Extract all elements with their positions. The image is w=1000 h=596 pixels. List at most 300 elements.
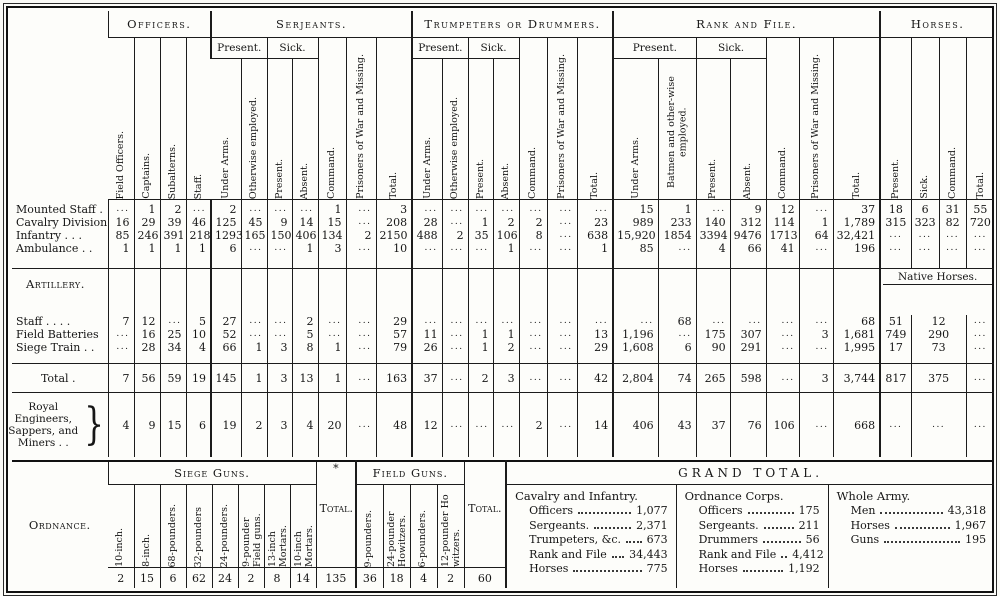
- grand-total-item-name: Horses: [698, 562, 738, 575]
- table-cell: 3: [799, 328, 833, 341]
- table-cell: 52: [211, 328, 241, 341]
- column-header-label: 32-pounders: [192, 506, 204, 567]
- empty-cell: [292, 269, 318, 316]
- table-cell: 175: [696, 328, 730, 341]
- gun-count-cell: 62: [186, 568, 212, 589]
- table-cell: 150: [267, 229, 292, 242]
- table-cell: ...: [799, 242, 833, 269]
- table-cell: ...: [547, 341, 577, 364]
- table-cell: ...: [911, 393, 966, 458]
- table-cell: ...: [442, 364, 468, 393]
- grand-total-item-value: 34,443: [629, 547, 668, 561]
- subgroup-sick: Sick.: [267, 38, 318, 59]
- row-label: Total .: [12, 364, 108, 393]
- grand-total-item: [685, 519, 820, 534]
- table-cell: 375: [911, 364, 966, 393]
- table-cell: ...: [318, 328, 346, 341]
- empty-cell: [267, 269, 292, 316]
- table-cell: 12: [911, 315, 966, 328]
- grand-total-item: [515, 548, 668, 563]
- column-header: Batmen and other-wise employed.: [658, 59, 696, 200]
- table-cell: ...: [799, 200, 833, 217]
- table-cell: 1: [134, 200, 160, 217]
- table-cell: 1: [108, 242, 134, 269]
- table-cell: 2: [211, 200, 241, 217]
- table-cell: 668: [833, 393, 880, 458]
- siege-total-value: 135: [316, 568, 356, 589]
- table-cell: 2: [493, 341, 519, 364]
- table-cell: ...: [346, 216, 376, 229]
- table-cell: 16: [108, 216, 134, 229]
- column-header: [356, 485, 383, 568]
- table-cell: ...: [346, 200, 376, 217]
- table-cell: 1,995: [833, 341, 880, 364]
- table-cell: ...: [547, 393, 577, 458]
- grand-total-item-value: 673: [646, 533, 668, 546]
- table-cell: 73: [911, 341, 966, 364]
- table-cell: 488: [412, 229, 442, 242]
- table-cell: 3: [267, 364, 292, 393]
- table-cell: 989: [613, 216, 658, 229]
- empty-cell: [318, 269, 346, 316]
- table-cell: 7: [108, 315, 134, 328]
- table-cell: 749: [880, 328, 911, 341]
- column-header: Otherwise employed.: [241, 59, 267, 200]
- table-cell: 2: [519, 393, 547, 458]
- table-cell: 106: [493, 229, 519, 242]
- table-cell: 2: [493, 216, 519, 229]
- table-cell: 140: [696, 216, 730, 229]
- table-cell: ...: [547, 216, 577, 229]
- grand-total-group-title: Ordnance Corps.: [684, 489, 784, 503]
- table-cell: 218: [186, 229, 211, 242]
- row-label: [8, 393, 108, 458]
- subgroup-present: Present.: [211, 38, 267, 59]
- dot-leader: [573, 570, 641, 572]
- table-cell: ...: [966, 364, 994, 393]
- brace-glyph: }: [84, 399, 105, 450]
- table-cell: ...: [412, 200, 442, 217]
- table-cell: ...: [939, 229, 966, 242]
- table-cell: ...: [292, 200, 318, 217]
- table-cell: 1: [493, 242, 519, 269]
- table-cell: 90: [696, 341, 730, 364]
- table-cell: 6: [658, 341, 696, 364]
- column-header-label: 10-inch.: [114, 528, 126, 567]
- column-header: Under Arms.: [613, 59, 658, 200]
- table-cell: 307: [730, 328, 766, 341]
- column-header: Command.: [939, 38, 966, 200]
- grand-total-column: [506, 485, 676, 589]
- table-cell: ...: [346, 364, 376, 393]
- table-cell: 35: [468, 229, 493, 242]
- table-cell: ...: [346, 242, 376, 269]
- table-cell: 265: [696, 364, 730, 393]
- subgroup-sick: Sick.: [468, 38, 519, 59]
- column-header: Absent.: [730, 59, 766, 200]
- grand-total-item-value: 211: [798, 518, 820, 532]
- table-cell: 1: [292, 242, 318, 269]
- table-cell: ...: [442, 216, 468, 229]
- total-label: Total.: [468, 502, 502, 515]
- grand-total-item: [515, 562, 668, 577]
- table-cell: 12: [134, 315, 160, 328]
- field-total-value: 60: [464, 568, 506, 589]
- gun-count-cell: 15: [134, 568, 160, 589]
- table-cell: 68: [658, 315, 696, 328]
- table-cell: ...: [108, 200, 134, 217]
- column-header-label: 13-inch Mortars.: [266, 525, 289, 567]
- column-header: [437, 485, 464, 568]
- empty-cell: [468, 269, 493, 316]
- row-label: Field Batteries: [16, 328, 99, 341]
- dot-leader: [763, 541, 801, 543]
- table-cell: 1,681: [833, 328, 880, 341]
- table-cell: 1,789: [833, 216, 880, 229]
- grand-total-item-name: Rank and File: [529, 547, 607, 561]
- table-cell: 34: [160, 341, 186, 364]
- table-cell: 15,920: [613, 229, 658, 242]
- column-header-label: 24-pounder Howitzers.: [385, 511, 408, 567]
- table-cell: ...: [766, 328, 799, 341]
- table-cell: 37: [833, 200, 880, 217]
- group-serjeants: Serjeants.: [211, 11, 412, 38]
- empty-cell: [241, 269, 267, 316]
- table-cell: ...: [966, 328, 994, 341]
- table-cell: 20: [318, 393, 346, 458]
- table-cell: 41: [766, 242, 799, 269]
- grand-total-item-name: Horses: [529, 562, 569, 575]
- table-cell: 4: [696, 242, 730, 269]
- column-header: Total.: [966, 38, 994, 200]
- empty-cell: [346, 269, 376, 316]
- column-header: [160, 485, 186, 568]
- table-cell: ...: [160, 315, 186, 328]
- table-cell: ...: [442, 242, 468, 269]
- table-cell: 39: [160, 216, 186, 229]
- table-cell: 2: [292, 315, 318, 328]
- table-cell: 1: [134, 242, 160, 269]
- group-trumpeters: Trumpeters or Drummers.: [412, 11, 613, 38]
- table-cell: 134: [318, 229, 346, 242]
- ordnance-header-row: [12, 461, 994, 485]
- table-cell: 3: [318, 242, 346, 269]
- column-header-label: 8-inch.: [140, 534, 152, 567]
- table-cell: ...: [493, 315, 519, 328]
- table-cell: ...: [186, 200, 211, 217]
- grand-total-item: [685, 562, 820, 577]
- table-cell: ...: [799, 341, 833, 364]
- grand-total-item-name: Rank and File: [698, 547, 777, 561]
- grand-total-item-value: 43,318: [947, 504, 987, 517]
- table-cell: 165: [241, 229, 267, 242]
- grand-total-item-value: 1,967: [954, 518, 987, 532]
- table-cell: ...: [966, 242, 994, 269]
- native-horses-label: Native Horses.: [883, 271, 992, 285]
- grand-total-group-title: Cavalry and Infantry.: [515, 489, 638, 503]
- table-cell: 145: [211, 364, 241, 393]
- table-cell: ...: [468, 315, 493, 328]
- dot-leader: [594, 527, 631, 529]
- table-row: [12, 229, 994, 242]
- grand-total-item-name: Men: [850, 504, 876, 517]
- column-header: [108, 485, 134, 568]
- table-cell: 26: [412, 341, 442, 364]
- table-cell: 9: [730, 200, 766, 217]
- row-label-line: Engineers,: [14, 413, 72, 425]
- empty-cell: [577, 269, 613, 316]
- table-cell: 233: [658, 216, 696, 229]
- gun-count-cell: 2: [108, 568, 134, 589]
- grand-total-item-value: 775: [646, 562, 668, 575]
- table-cell: ...: [730, 315, 766, 328]
- empty-cell: [658, 269, 696, 316]
- grand-total-column: [828, 485, 994, 589]
- table-cell: 23: [577, 216, 613, 229]
- table-cell: 74: [658, 364, 696, 393]
- table-cell: ...: [442, 393, 468, 458]
- table-cell: 163: [376, 364, 412, 393]
- table-row: [12, 393, 994, 458]
- table-cell: 37: [696, 393, 730, 458]
- table-cell: ...: [880, 229, 911, 242]
- table-cell: 59: [160, 364, 186, 393]
- table-cell: ...: [966, 229, 994, 242]
- table-cell: 1: [186, 242, 211, 269]
- table-cell: ...: [493, 393, 519, 458]
- grand-total-header: GRAND TOTAL.: [506, 461, 994, 485]
- table-cell: ...: [519, 328, 547, 341]
- table-cell: 15: [613, 200, 658, 217]
- table-cell: 76: [730, 393, 766, 458]
- row-label-line: Royal: [28, 401, 59, 413]
- table-cell: 3: [267, 393, 292, 458]
- table-cell: 6: [911, 200, 939, 217]
- column-header-label: 9-pounders.: [363, 509, 375, 567]
- table-cell: 2: [241, 393, 267, 458]
- table-cell: 406: [292, 229, 318, 242]
- table-cell: 7: [108, 364, 134, 393]
- subgroup-present: Present.: [613, 38, 696, 59]
- footnote-star: *: [333, 462, 339, 475]
- table-cell: 55: [966, 200, 994, 217]
- table-cell: 6: [186, 393, 211, 458]
- table-cell: 29: [577, 341, 613, 364]
- section-row: [12, 269, 994, 316]
- column-header-label: 24-pounders.: [218, 503, 230, 567]
- table-cell: 64: [799, 229, 833, 242]
- empty-cell: [696, 269, 730, 316]
- table-cell: 208: [376, 216, 412, 229]
- table-cell: 2: [468, 364, 493, 393]
- corner-cell: [12, 11, 108, 200]
- column-header: Sick.: [911, 38, 939, 200]
- table-cell: 2: [160, 200, 186, 217]
- table-cell: ...: [911, 242, 939, 269]
- table-cell: 323: [911, 216, 939, 229]
- ordnance-label: Ordnance.: [28, 518, 91, 532]
- grand-total-item-value: 195: [965, 533, 987, 546]
- dot-leader: [743, 570, 783, 572]
- row-label-line: Miners . .: [17, 437, 69, 449]
- ordnance-table: [12, 460, 994, 588]
- page-frame: [3, 3, 997, 596]
- table-cell: 312: [730, 216, 766, 229]
- table-cell: ...: [241, 315, 267, 328]
- table-cell: 66: [211, 341, 241, 364]
- table-cell: ...: [346, 393, 376, 458]
- table-cell: 6: [211, 242, 241, 269]
- table-cell: 1: [468, 328, 493, 341]
- table-cell: 1: [318, 341, 346, 364]
- table-cell: ...: [658, 328, 696, 341]
- table-cell: ...: [318, 315, 346, 328]
- subgroup-header-row: [12, 38, 994, 59]
- table-cell: 1: [468, 341, 493, 364]
- table-cell: 106: [766, 393, 799, 458]
- siege-guns-header: Siege Guns.: [108, 461, 316, 485]
- dot-leader: [880, 512, 942, 514]
- table-cell: ...: [547, 229, 577, 242]
- table-cell: 11: [412, 328, 442, 341]
- table-cell: ...: [966, 393, 994, 458]
- row-label: Staff . . . .: [16, 315, 71, 328]
- grand-total-item-value: 175: [798, 504, 820, 517]
- dot-leader: [781, 556, 787, 558]
- table-row: [12, 328, 994, 341]
- ordnance-body: [12, 461, 994, 588]
- column-header: Command.: [519, 38, 547, 200]
- table-cell: ...: [442, 341, 468, 364]
- table-row: [12, 216, 994, 229]
- table-cell: 720: [966, 216, 994, 229]
- empty-cell: [186, 269, 211, 316]
- table-cell: ...: [880, 242, 911, 269]
- grand-total-item-value: 2,371: [636, 518, 668, 532]
- table-cell: 19: [211, 393, 241, 458]
- table-cell: 2: [442, 229, 468, 242]
- empty-cell: [160, 269, 186, 316]
- table-cell: ...: [577, 315, 613, 328]
- table-cell: 1: [799, 216, 833, 229]
- column-header: Present.: [880, 38, 911, 200]
- table-cell: 66: [730, 242, 766, 269]
- group-header-row: [12, 11, 994, 38]
- row-label: Siege Train . .: [12, 341, 108, 364]
- table-cell: 290: [911, 328, 966, 341]
- grand-total-item: [685, 547, 824, 563]
- table-cell: 27: [211, 315, 241, 328]
- empty-cell: [134, 269, 160, 316]
- empty-cell: [519, 269, 547, 316]
- table-cell: ...: [577, 200, 613, 217]
- subgroup-present: Present.: [412, 38, 468, 59]
- table-cell: ...: [241, 328, 267, 341]
- table-cell: 85: [108, 229, 134, 242]
- section-label: Artillery.: [26, 277, 85, 291]
- table-cell: 125: [211, 216, 241, 229]
- table-cell: 16: [134, 328, 160, 341]
- column-header: Command.: [318, 38, 346, 200]
- table-cell: ...: [468, 242, 493, 269]
- column-header: [238, 485, 264, 568]
- table-cell: ...: [766, 364, 799, 393]
- row-label: Mounted Staff .: [16, 202, 103, 216]
- table-cell: 25: [160, 328, 186, 341]
- table-cell: 598: [730, 364, 766, 393]
- table-cell: 10: [186, 328, 211, 341]
- field-guns-header: Field Guns.: [356, 461, 464, 485]
- row-label-line: Sappers, and: [8, 425, 79, 437]
- table-cell: 246: [134, 229, 160, 242]
- table-cell: 3: [376, 200, 412, 217]
- table-cell: ...: [442, 315, 468, 328]
- empty-cell: [799, 269, 833, 316]
- table-cell: ...: [880, 393, 911, 458]
- column-header: [410, 485, 437, 568]
- table-cell: 13: [292, 364, 318, 393]
- dot-leader: [895, 527, 950, 529]
- table-cell: 3,744: [833, 364, 880, 393]
- table-cell: ...: [412, 315, 442, 328]
- table-cell: 1: [241, 341, 267, 364]
- column-header: Present.: [267, 59, 292, 200]
- table-cell: 14: [292, 216, 318, 229]
- table-cell: 29: [376, 315, 412, 328]
- table-cell: 43: [658, 393, 696, 458]
- empty-cell: [613, 269, 658, 316]
- grand-total-item-name: Horses: [850, 518, 890, 532]
- table-cell: ...: [766, 315, 799, 328]
- table-cell: 3: [493, 364, 519, 393]
- table-cell: ...: [519, 364, 547, 393]
- table-cell: 291: [730, 341, 766, 364]
- table-cell: 51: [880, 315, 911, 328]
- table-cell: 1: [160, 242, 186, 269]
- table-cell: ...: [658, 242, 696, 269]
- column-header: Prisoners of War and Missing.: [547, 38, 577, 200]
- table-cell: ...: [519, 242, 547, 269]
- column-header: [383, 485, 410, 568]
- table-cell: ...: [346, 328, 376, 341]
- grand-total-item: [837, 533, 987, 548]
- table-row: [12, 200, 994, 217]
- empty-cell: [211, 269, 241, 316]
- table-cell: ...: [241, 200, 267, 217]
- grand-total-item: [837, 519, 987, 534]
- table-cell: 9: [267, 216, 292, 229]
- column-header: Otherwise employed.: [442, 59, 468, 200]
- group-horses: Horses.: [880, 11, 994, 38]
- column-header: Present.: [468, 59, 493, 200]
- total-label: Total.: [319, 502, 353, 515]
- column-header-label: 6-pounders.: [417, 509, 429, 567]
- table-cell: ...: [267, 328, 292, 341]
- table-cell: ...: [966, 341, 994, 364]
- column-header: Field Officers.: [108, 38, 134, 200]
- row-label: Cavalry Division: [16, 216, 108, 229]
- table-cell: 638: [577, 229, 613, 242]
- table-cell: ...: [108, 328, 134, 341]
- table-cell: 15: [318, 216, 346, 229]
- table-cell: 13: [577, 328, 613, 341]
- table-cell: 391: [160, 229, 186, 242]
- table-cell: 2,804: [613, 364, 658, 393]
- table-cell: 3: [267, 341, 292, 364]
- grand-total-item: [837, 504, 987, 519]
- column-header: [186, 485, 212, 568]
- grand-total-item-name: Sergeants.: [698, 518, 759, 532]
